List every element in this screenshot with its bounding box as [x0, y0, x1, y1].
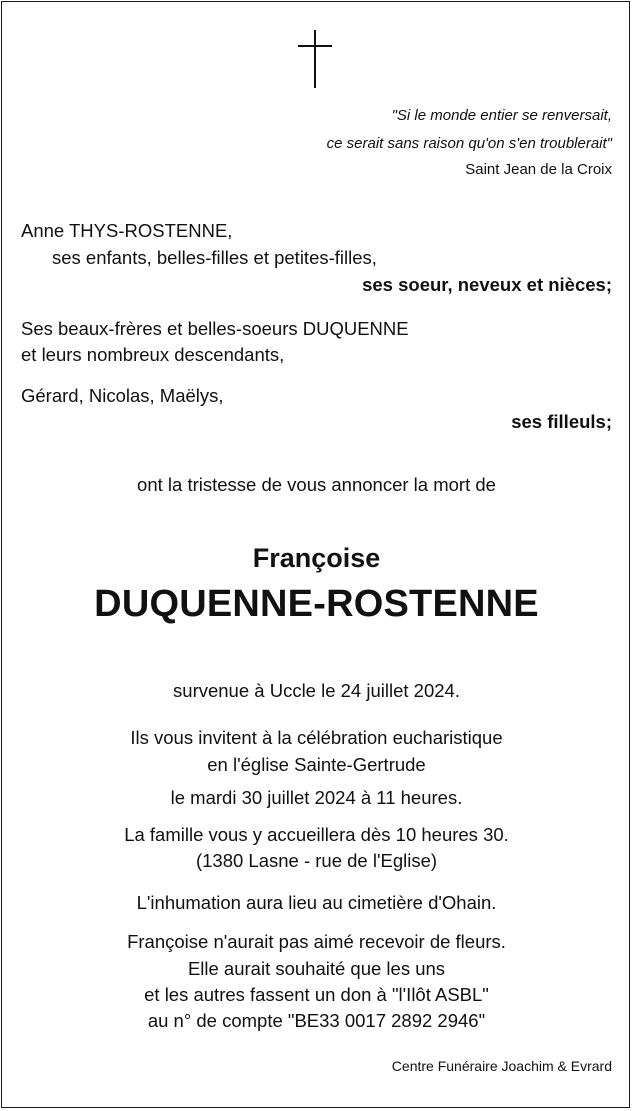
- flowers-line-2: Elle aurait souhaité que les uns: [187, 958, 446, 979]
- ceremony-line-1: Ils vous invitent à la célébration eucharistique: [130, 727, 503, 748]
- announcement: ont la tristesse de vous annoncer la mort de: [137, 474, 496, 495]
- epigraph-line-1: "Si le monde entier se renversait,: [391, 107, 612, 124]
- flowers-line-1: Françoise n'aurait pas aimé recevoir de fleurs.: [127, 931, 506, 952]
- deceased-last-name: DUQUENNE-ROSTENNE: [94, 583, 539, 625]
- family-line-4: Ses beaux-frères et belles-soeurs DUQUENNE: [21, 318, 409, 339]
- family-line-5: et leurs nombreux descendants,: [21, 344, 285, 365]
- family-line-6: Gérard, Nicolas, Maëlys,: [21, 385, 224, 406]
- family-line-2: ses enfants, belles-filles et petites-filles,: [52, 247, 377, 268]
- cross-icon: [298, 30, 332, 88]
- family-line-1: Anne THYS-ROSTENNE,: [21, 220, 233, 241]
- ceremony-date: le mardi 30 juillet 2024 à 11 heures.: [170, 787, 463, 808]
- ceremony-line-2: en l'église Sainte-Gertrude: [207, 754, 426, 775]
- epigraph-author: Saint Jean de la Croix: [465, 161, 612, 178]
- burial-details: L'inhumation aura lieu au cimetière d'Ohain.: [136, 892, 497, 913]
- family-line-7: ses filleuls;: [511, 411, 612, 432]
- epigraph-line-2: ce serait sans raison qu'on s'en troublerait": [326, 135, 612, 152]
- funeral-home: Centre Funéraire Joachim & Evrard: [391, 1058, 612, 1074]
- welcome-line-1: La famille vous y accueillera dès 10 heures 30.: [124, 824, 509, 845]
- flowers-line-3: et les autres fassent un don à "l'Ilôt ASBL": [144, 984, 489, 1005]
- family-line-3: ses soeur, neveux et nièces;: [362, 274, 612, 295]
- flowers-line-4: au n° de compte "BE33 0017 2892 2946": [147, 1010, 486, 1031]
- welcome-line-2: (1380 Lasne - rue de l'Eglise): [195, 850, 438, 871]
- deceased-first-name: Françoise: [252, 543, 381, 573]
- death-details: survenue à Uccle le 24 juillet 2024.: [173, 680, 460, 701]
